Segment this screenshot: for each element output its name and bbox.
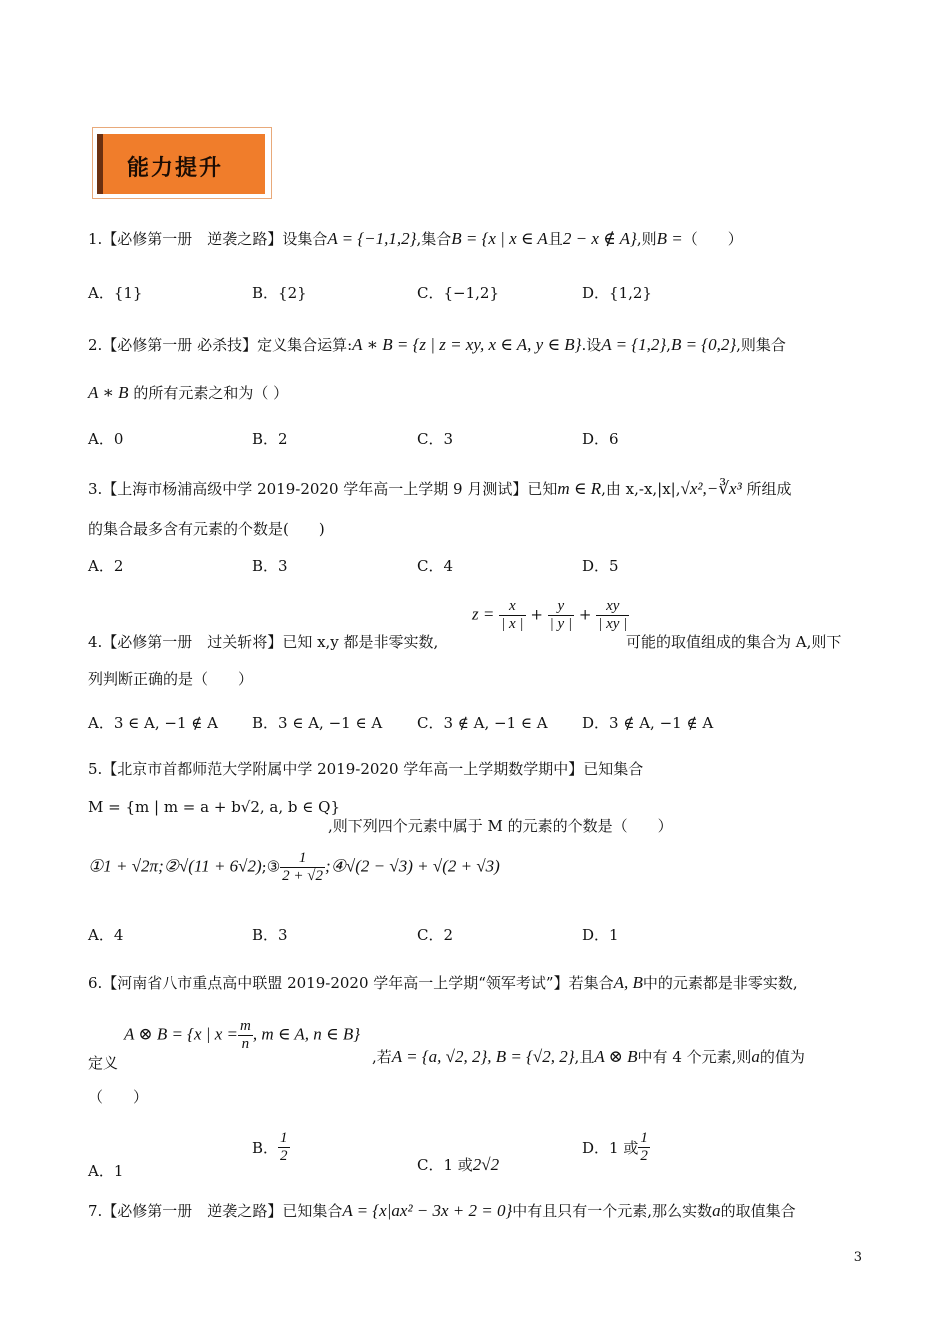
q6-def-label: 定义 (88, 1054, 119, 1072)
q5-elements: ①1 + √2π;②√(11 + 6√2);③ $\frac{1}{2 + √2}$ ;④√(2 − √3) + √(2 + √3) (88, 850, 500, 884)
question-5-tail: ,则下列四个元素中属于 M 的元素的个数是（ ） (328, 817, 673, 835)
q1-option-b[interactable]: B．{2} (252, 284, 307, 302)
q3-option-a[interactable]: A．2 (88, 557, 124, 575)
question-4-stem: 4.【必修第一册 过关斩将】已知 x,y 都是非零实数, (88, 633, 439, 651)
question-6-line-2: ,若A = {a, √2, 2}, B = {√2, 2},且A ⊗ B中有 4 个元素,则a的值为 (372, 1047, 805, 1066)
q3-option-d[interactable]: D．5 (582, 557, 619, 575)
q6-definition-formula: A ⊗ B = {x | x = $\frac{m}{n}$ , m ∈ A, n ∈ B} (124, 1018, 361, 1052)
question-4-line-2: 列判断正确的是（ ） (88, 670, 254, 688)
question-4-tail: 可能的取值组成的集合为 A,则下 (626, 633, 842, 651)
q2-option-b[interactable]: B．2 (252, 430, 288, 448)
banner-background (97, 134, 265, 194)
question-5-stem: 5.【北京市首都师范大学附属中学 2019-2020 学年高一上学期数学期中】已知集合 (88, 760, 644, 778)
q1-set-b: B = {x | x ∈ A (451, 229, 548, 248)
q1-set-a: A = {−1,1,2} (327, 229, 417, 248)
question-3-stem: 3.【上海市杨浦高级中学 2019-2020 学年高一上学期 9 月测试】已知m ∈ R,由 x,-x,|x|,√x²,−∛x³ 所组成 (88, 479, 792, 498)
question-6-line-3: （ ） (88, 1088, 149, 1106)
banner-title: 能力提升 (127, 156, 224, 181)
q1-option-a[interactable]: A．{1} (88, 284, 143, 302)
q5-option-c[interactable]: C．2 (417, 926, 454, 944)
q4-option-c[interactable]: C．3 ∉ A, −1 ∈ A (417, 714, 548, 732)
q4-z-formula: z = $\frac{x}{| x |}$ + $\frac{y}{| y |}$ + $\frac{xy}{| xy |}$ (472, 598, 628, 632)
question-2-stem: 2.【必修第一册 必杀技】定义集合运算:A ∗ B = {z | z = xy, x ∈ A, y ∈ B}.设A = {1,2},B = {0,2},则集合 (88, 335, 786, 354)
q6-option-b[interactable]: B． $\frac{1}{2}$ (252, 1130, 288, 1164)
q5-option-d[interactable]: D．1 (582, 926, 619, 944)
question-7-stem: 7.【必修第一册 逆袭之路】已知集合A = {x|ax² − 3x + 2 = 0}中有且只有一个元素,那么实数a的取值集合 (88, 1201, 796, 1220)
q6-option-a[interactable]: A．1 (88, 1162, 124, 1180)
q3-option-b[interactable]: B．3 (252, 557, 288, 575)
q5-option-b[interactable]: B．3 (252, 926, 288, 944)
q4-option-b[interactable]: B．3 ∈ A, −1 ∈ A (252, 714, 383, 732)
section-banner (92, 127, 272, 199)
q4-option-a[interactable]: A．3 ∈ A, −1 ∉ A (88, 714, 218, 732)
q1-option-d[interactable]: D．{1,2} (582, 284, 652, 302)
question-6-stem: 6.【河南省八市重点高中联盟 2019-2020 学年高一上学期“领军考试”】若集合A, B中的元素都是非零实数, (88, 973, 798, 992)
question-3-line-2: 的集合最多含有元素的个数是( ) (88, 520, 325, 538)
q5-option-a[interactable]: A．4 (88, 926, 124, 944)
q2-option-c[interactable]: C．3 (417, 430, 454, 448)
q6-option-c[interactable]: C．1 或2√2 (417, 1155, 500, 1174)
q2-option-a[interactable]: A．0 (88, 430, 124, 448)
q3-option-c[interactable]: C．4 (417, 557, 454, 575)
q4-option-d[interactable]: D．3 ∉ A, −1 ∉ A (582, 714, 714, 732)
q2-option-d[interactable]: D．6 (582, 430, 619, 448)
question-2-line-2: A ∗ B 的所有元素之和为（ ） (88, 383, 289, 402)
banner-accent-bar (97, 134, 103, 194)
question-1-stem: 1.【必修第一册 逆袭之路】设集合A = {−1,1,2},集合B = {x | x ∈ A且2 − x ∉ A},则B =（ ） (88, 229, 743, 248)
q2-operation-def: A ∗ B = {z | z = xy, x ∈ A, y ∈ B} (352, 335, 582, 354)
q5-set-m: M = {m | m = a + b√2, a, b ∈ Q} (88, 798, 340, 816)
q1-option-c[interactable]: C．{−1,2} (417, 284, 499, 302)
q6-option-d[interactable]: D．1 或 $\frac{1}{2}$ (582, 1130, 648, 1164)
page-number: 3 (853, 1250, 862, 1265)
